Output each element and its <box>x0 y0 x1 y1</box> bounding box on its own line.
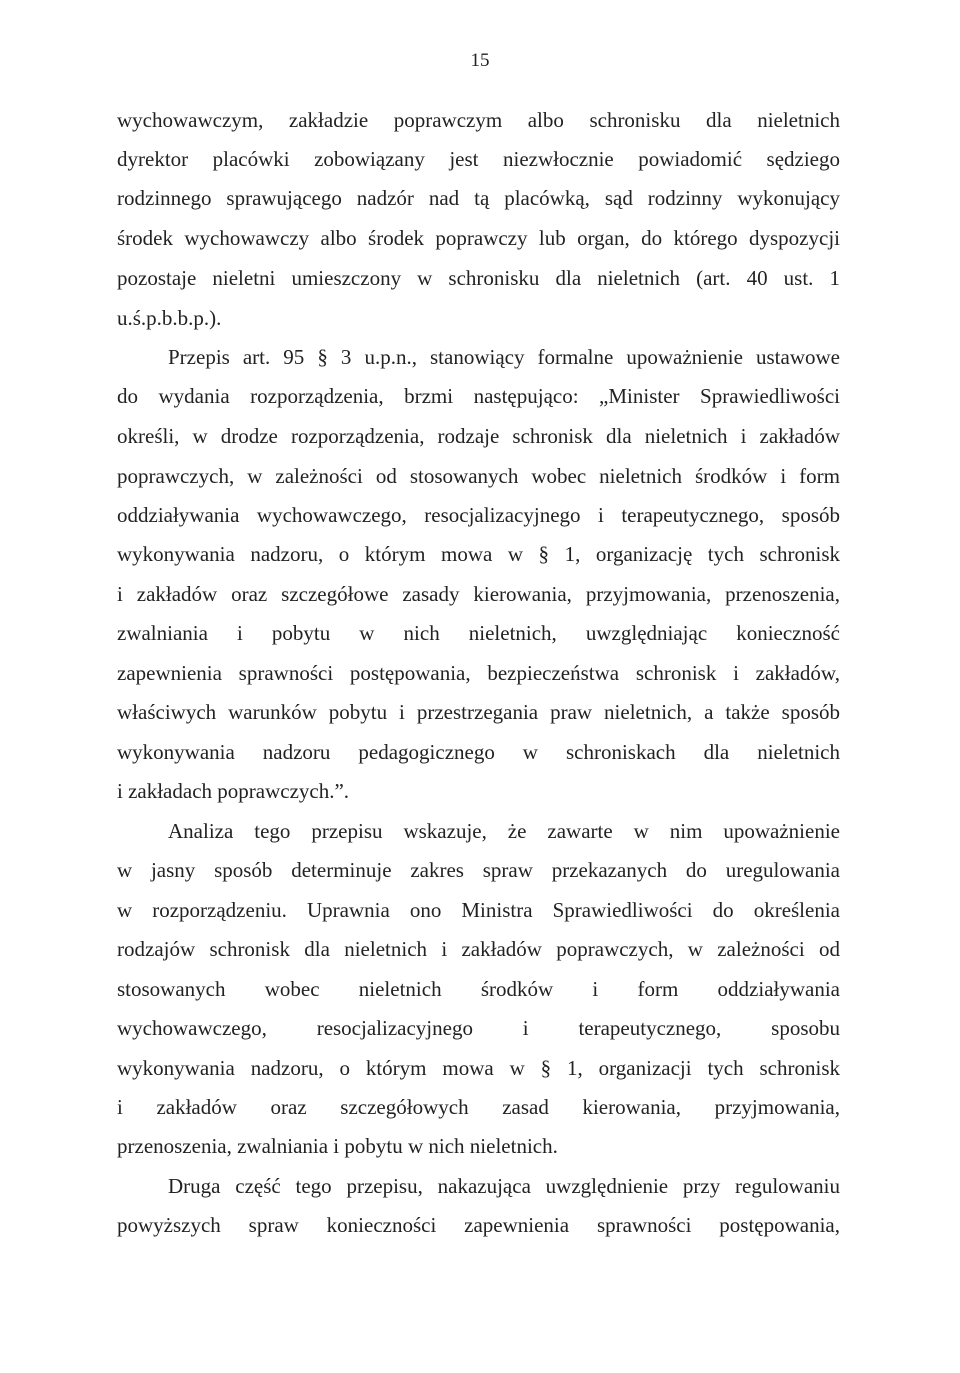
text-line: oddziaływania wychowawczego, resocjalizacyjnego i terapeutycznego, sposób <box>117 503 840 527</box>
text-line: wykonywania nadzoru, o którym mowa w § 1, organizację tych schronisk <box>117 542 840 566</box>
text-line: Przepis art. 95 § 3 u.p.n., stanowiący formalne upoważnienie ustawowe <box>168 345 840 369</box>
text-line: określi, w drodze rozporządzenia, rodzaje schronisk dla nieletnich i zakładów <box>117 424 840 448</box>
text-line: powyższych spraw konieczności zapewnienia sprawności postępowania, <box>117 1213 840 1237</box>
text-line: dyrektor placówki zobowiązany jest niezwłocznie powiadomić sędziego <box>117 147 840 171</box>
page-number: 15 <box>470 50 490 71</box>
text-line: rodzinnego sprawującego nadzór nad tą placówką, sąd rodzinny wykonujący <box>117 186 840 210</box>
text-line: wykonywania nadzoru, o którym mowa w § 1, organizacji tych schronisk <box>117 1056 840 1080</box>
text-line: stosowanych wobec nieletnich środków i form oddziaływania <box>117 977 840 1001</box>
text-line: zwalniania i pobytu w nich nieletnich, uwzględniając konieczność <box>117 621 840 645</box>
text-line: poprawczych, w zależności od stosowanych wobec nieletnich środków i form <box>117 464 840 488</box>
text-line: i zakładów oraz szczegółowych zasad kierowania, przyjmowania, <box>117 1095 840 1119</box>
text-line: środek wychowawczy albo środek poprawczy lub organ, do którego dyspozycji <box>117 226 840 250</box>
text-line: Druga część tego przepisu, nakazująca uwzględnienie przy regulowaniu <box>168 1174 840 1198</box>
text-line: u.ś.p.b.b.p.). <box>117 306 222 330</box>
text-line: rodzajów schronisk dla nieletnich i zakładów poprawczych, w zależności od <box>117 937 840 961</box>
text-line: i zakładach poprawczych.”. <box>117 779 350 803</box>
text-line: wykonywania nadzoru pedagogicznego w schroniskach dla nieletnich <box>117 740 840 764</box>
text-line: przenoszenia, zwalniania i pobytu w nich nieletnich. <box>117 1134 558 1158</box>
text-line: wychowawczego, resocjalizacyjnego i terapeutycznego, sposobu <box>117 1016 840 1040</box>
text-line: w jasny sposób determinuje zakres spraw przekazanych do uregulowania <box>117 858 840 882</box>
text-line: w rozporządzeniu. Uprawnia ono Ministra Sprawiedliwości do określenia <box>117 898 840 922</box>
text-line: pozostaje nieletni umieszczony w schronisku dla nieletnich (art. 40 ust. 1 <box>117 266 840 290</box>
text-line: i zakładów oraz szczegółowe zasady kierowania, przyjmowania, przenoszenia, <box>117 582 840 606</box>
text-line: zapewnienia sprawności postępowania, bezpieczeństwa schronisk i zakładów, <box>117 661 840 685</box>
text-line: Analiza tego przepisu wskazuje, że zawarte w nim upoważnienie <box>168 819 840 843</box>
text-line: wychowawczym, zakładzie poprawczym albo schronisku dla nieletnich <box>117 108 840 132</box>
text-line: właściwych warunków pobytu i przestrzegania praw nieletnich, a także sposób <box>117 700 840 724</box>
text-line: do wydania rozporządzenia, brzmi następująco: „Minister Sprawiedliwości <box>117 384 840 408</box>
